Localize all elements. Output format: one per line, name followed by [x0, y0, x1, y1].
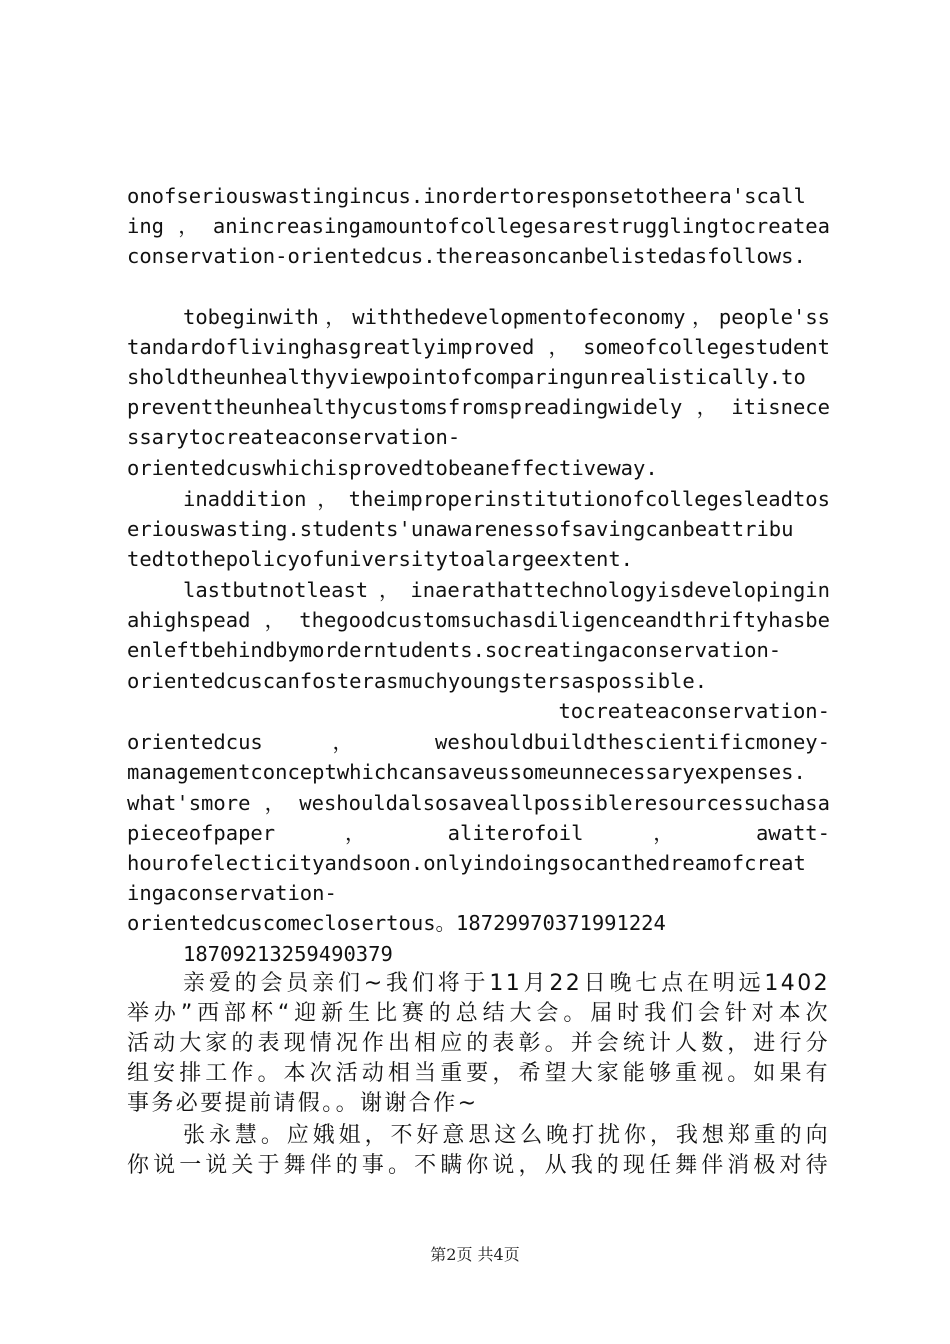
text-line: onofseriouswastingincus.inordertoresponsetotheera'scall [127, 184, 806, 208]
text-line: enleftbehindbymorderntudents.socreatingaconservation- [127, 638, 782, 662]
text-line: sholdtheunhealthyviewpointofcomparingunrealistically.to [127, 365, 806, 389]
text-line: ing，anincreasingamountofcollegesarestrugglingtocreatea [127, 214, 830, 238]
text-line: 亲爱的会员亲们~我们将于11月22日晚七点在明远1402 [183, 971, 830, 996]
text-line: orientedcus ， weshouldbuildthescientificmoney- [127, 730, 830, 754]
text-line: 活动大家的表现情况作出相应的表彰。并会统计人数，进行分 [127, 1031, 830, 1056]
text-line: ssarytocreateaconservation- [127, 425, 461, 449]
text-line: ahighspead，thegoodcustomsuchasdiligenceandthriftyhasbe [127, 608, 830, 632]
text-line: 张永慧。应娥姐，不好意思这么晚打扰你，我想郑重的向 [183, 1123, 830, 1148]
text-line: orientedcuswhichisprovedtobeaneffectiveway. [127, 456, 658, 480]
text-line: tandardoflivinghasgreatlyimproved，someofcollegestudent [127, 335, 830, 359]
text-line: 举办”西部杯“迎新生比赛的总结大会。届时我们会针对本次 [127, 1001, 830, 1026]
text-line: ingaconservation- [127, 881, 337, 905]
text-line: inaddition，theimproperinstitutionofcollegesleadtos [183, 487, 830, 511]
text-line: tocreateaconservation- [558, 699, 830, 723]
text-line: preventtheunhealthycustomsfromspreadingwidely，itisnece [127, 395, 830, 419]
text-line: tedtothepolicyofuniversitytoalargeextent. [127, 547, 634, 571]
text-line: hourofelecticityandsoon.onlyindoingsocanthedreamofcreat [127, 851, 806, 875]
text-line: tobeginwith，withthedevelopmentofeconomy，people'ss [183, 305, 830, 329]
text-line: lastbutnotleast，inaerathattechnologyisdevelopingin [183, 578, 830, 602]
text-line: pieceofpaper ， aliterofoil ， awatt- [127, 821, 830, 845]
text-line: what'smore，weshouldalsosaveallpossibleresourcessuchasa [127, 791, 830, 815]
text-line: orientedcuscanfosterasmuchyoungstersaspossible. [127, 669, 708, 693]
text-line: 18709213259490379 [183, 942, 393, 966]
text-line: 事务必要提前请假。。谢谢合作~ [127, 1091, 479, 1116]
page-number: 第2页 共4页 [430, 1245, 520, 1264]
text-line: eriouswasting.students'unawarenessofsavingcanbeattribu [127, 517, 794, 541]
text-line: 组安排工作。本次活动相当重要，希望大家能够重视。如果有 [127, 1061, 830, 1086]
text-line: conservation-orientedcus.thereasoncanbelistedasfollows. [127, 244, 806, 268]
text-line: managementconceptwhichcansaveussomeunnecessaryexpenses. [127, 760, 806, 784]
text-line: 你说一说关于舞伴的事。不瞒你说，从我的现任舞伴消极对待 [127, 1153, 830, 1178]
text-line: orientedcuscomeclosertous。18729970371991224 [127, 911, 666, 935]
